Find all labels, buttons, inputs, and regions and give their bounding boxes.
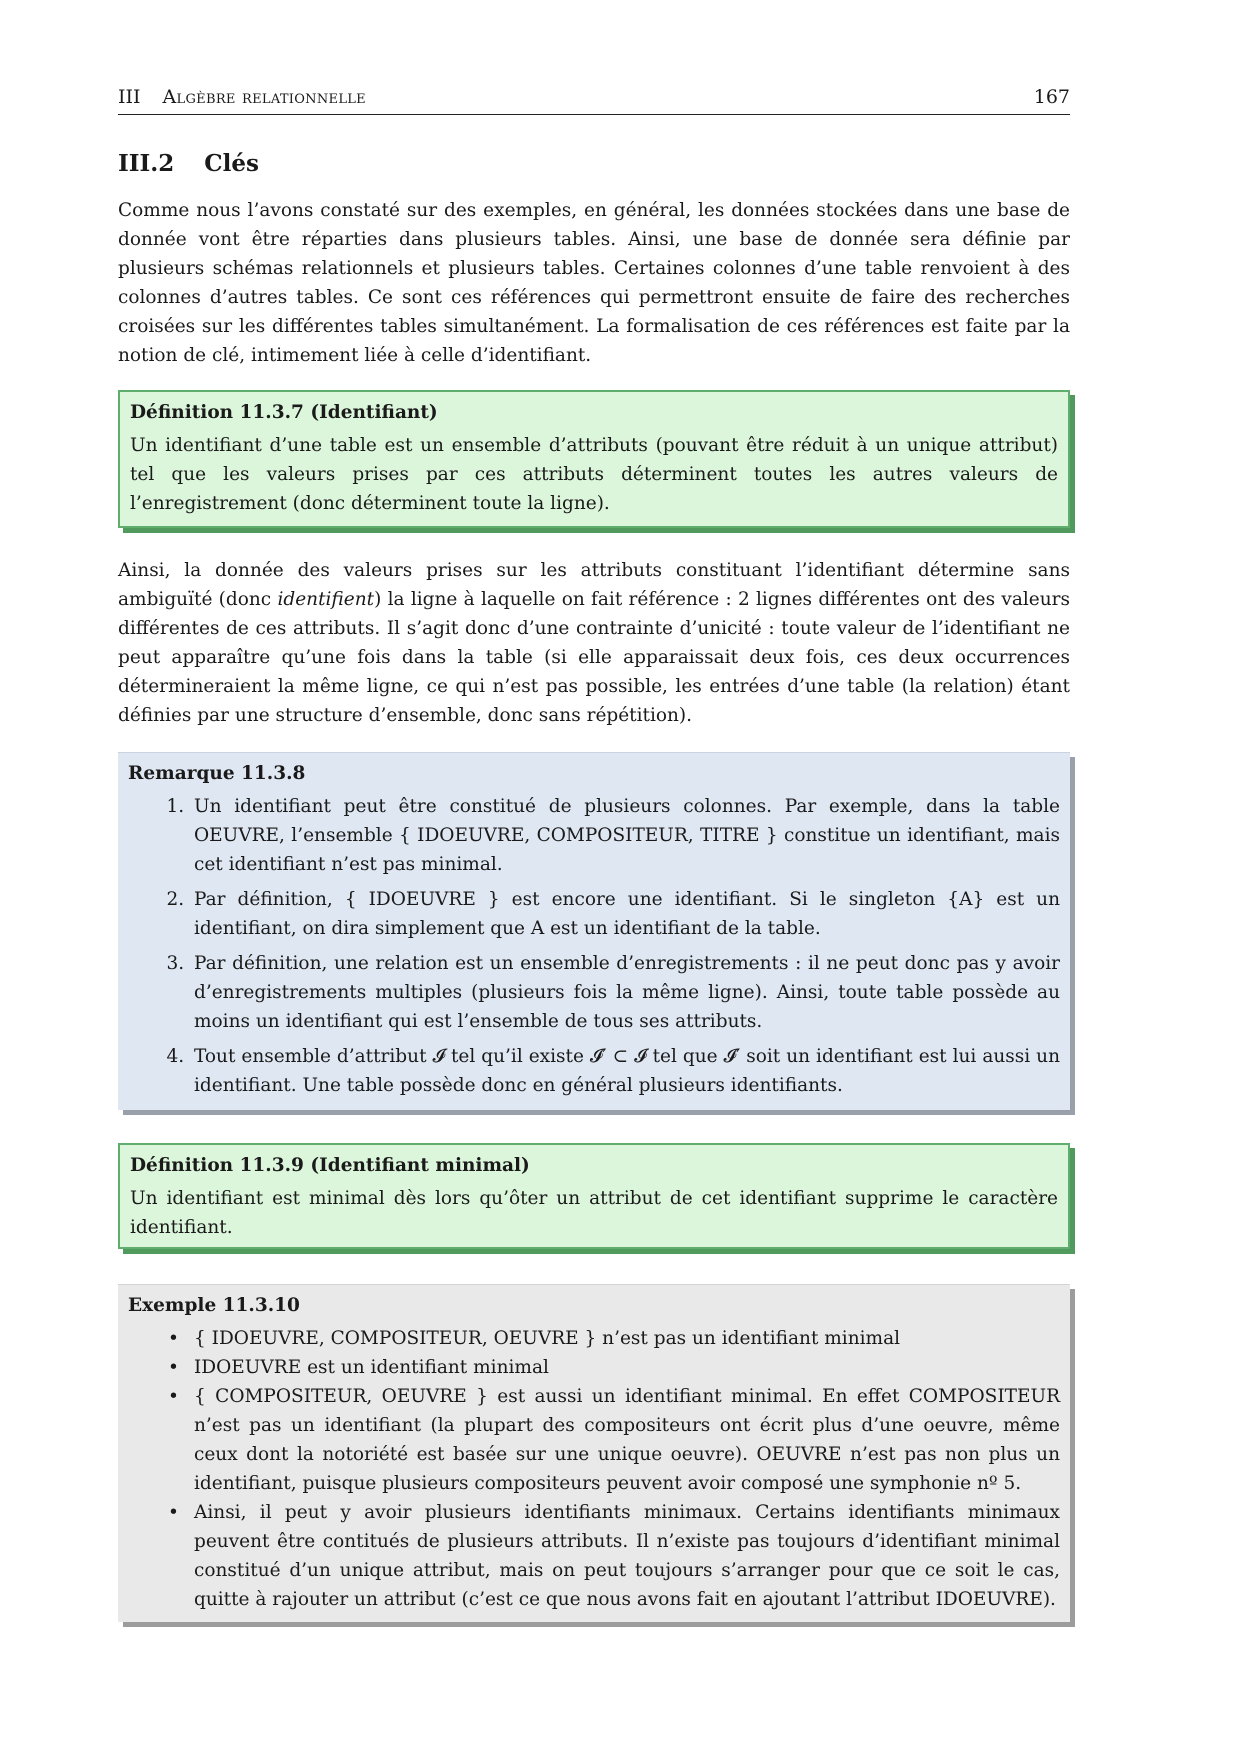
section-number: III.2 (118, 150, 175, 177)
list-item: • IDOEUVRE est un identifiant minimal (190, 1353, 1060, 1382)
section-name: Clés (204, 150, 259, 177)
page-number: 167 (1033, 86, 1070, 108)
remark-title: Remarque 11.3.8 (128, 763, 306, 784)
intro-paragraph: Comme nous l’avons constaté sur des exemples, en général, les données stockées dans une base de donnée vont être réparties dans plusieurs tables. Ainsi, une base de donnée sera définie par plusieurs schémas relationnels et plusieurs tables. Certaines colonnes d’une table renvoient à des colonnes d’autres tables. Ce sont ces références qui permettront ensuite de faire des recherches croisées sur les différentes tables simultanément. La formalisation de ces références est faite par la notion de clé, intimement liée à celle d’identifiant. (118, 200, 1070, 366)
example-box (118, 1284, 1070, 1622)
example-title: Exemple 11.3.10 (128, 1295, 300, 1316)
list-item: 1. Un identifiant peut être constitué de plusieurs colonnes. Par exemple, dans la table OEUVRE, l’ensemble { IDOEUVRE, COMPOSITEUR, TITRE } constitue un identifiant, mais cet identifiant n’est pas minimal. (190, 792, 1060, 879)
definition-text: Un identifiant est minimal dès lors qu’ôter un attribut de cet identifiant supprime le caractère identifiant. (130, 1188, 1058, 1238)
remark-list (128, 792, 1060, 1100)
list-item: • Ainsi, il peut y avoir plusieurs identifiants minimaux. Certains identifiants minimaux peuvent être contitués de plusieurs attributs. Il n’existe pas toujours d’identifiant minimal constitué d’un unique attribut, mais on peut toujours s’arranger pour que ce soit le cas, quitte à rajouter un attribut (c’est ce que nous avons fait en ajoutant l’attribut IDOEUVRE). (190, 1498, 1060, 1614)
list-item: 2. Par définition, { IDOEUVRE } est encore une identifiant. Si le singleton {A} est un identifiant, on dira simplement que A est un identifiant de la table. (190, 885, 1060, 943)
header-title: Algèbre relationnelle (162, 86, 366, 108)
header-chapter: III (118, 86, 141, 108)
definition-box-identifiant-minimal (118, 1143, 1070, 1249)
list-item: 3. Par définition, une relation est un ensemble d’enregistrements : il ne peut donc pas y avoir d’enregistrements multiples (plusieurs fois la même ligne). Ainsi, toute table possède au moins un identifiant qui est l’ensemble de tous ses attributs. (190, 949, 1060, 1036)
definition-title: Définition 11.3.9 (Identifiant minimal) (130, 1155, 530, 1176)
definition-text: Un identifiant d’une table est un ensemble d’attributs (pouvant être réduit à un unique attribut) tel que les valeurs prises par ces attributs déterminent toutes les autres valeurs de l’enregistrement (donc déterminent toute la ligne). (130, 435, 1058, 514)
list-item: 4. Tout ensemble d’attribut 𝓘 tel qu’il existe 𝓘′ ⊂ 𝓘 tel que 𝓘′ soit un identifiant est lui aussi un identifiant. Une table possède donc en général plusieurs identifiants. (190, 1042, 1060, 1100)
paragraph-unicity: Ainsi, la donnée des valeurs prises sur les attributs constituant l’identifiant détermine sans ambiguïté (donc identifient) la ligne à laquelle on fait référence : 2 lignes différentes ont des valeurs différentes de ces attributs. Il s’agit donc d’une contrainte d’unicité : toute valeur de l’identifiant ne peut apparaître qu’une fois dans la table (si elle apparaissait deux fois, ces deux occurrences détermineraient la même ligne, ce qui n’est pas possible, les entrées d’une table (la relation) étant définies par une structure d’ensemble, donc sans répétition). (118, 560, 1071, 726)
emphasis-identifient: identifient (277, 589, 375, 610)
definition-box-identifiant (118, 390, 1070, 528)
list-item: • { IDOEUVRE, COMPOSITEUR, OEUVRE } n’est pas un identifiant minimal (190, 1324, 1060, 1353)
list-item: • { COMPOSITEUR, OEUVRE } est aussi un identifiant minimal. En effet COMPOSITEUR n’est pas un identifiant (la plupart des compositeurs ont écrit plus d’une oeuvre, même ceux dont la notoriété est basée sur une unique oeuvre). OEUVRE n’est pas non plus un identifiant, puisque plusieurs compositeurs peuvent avoir composé une symphonie nº 5. (190, 1382, 1060, 1498)
remark-box (118, 752, 1070, 1110)
definition-title: Définition 11.3.7 (Identifiant) (130, 402, 438, 423)
running-header (118, 86, 1070, 115)
example-list (128, 1324, 1060, 1614)
section-heading (118, 150, 259, 177)
